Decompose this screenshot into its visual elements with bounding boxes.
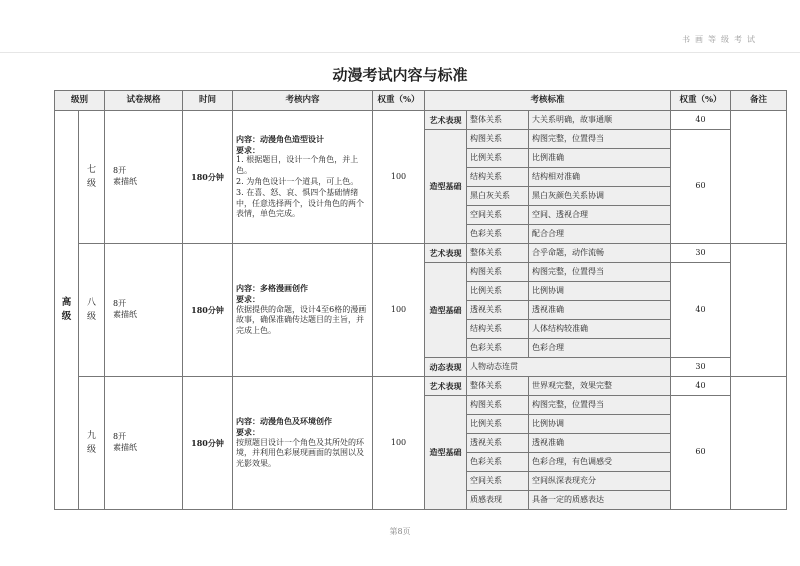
paper-type: 素描纸 [113,443,138,452]
category-cell: 艺术表现 [425,111,467,130]
page-number: 第8页 [389,527,411,536]
level-cell [79,377,105,510]
content-line: 1. 根据题目，设计一个角色，并上色。 [236,155,359,176]
content-cell [233,244,373,377]
criterion-cell: 人物动态连贯 [467,358,671,377]
criterion-cell: 黑白灰关系 [467,187,529,206]
level-cell [79,111,105,244]
level-label: 九级 [86,430,96,455]
criterion-cell: 比例关系 [467,149,529,168]
standard-cell: 比例准确 [529,149,671,168]
header-level: 级别 [55,91,105,111]
standards-table [54,90,787,510]
paper-type: 素描纸 [113,310,138,319]
content-line: 要求： [236,293,261,304]
paper-type: 素描纸 [113,177,138,186]
criterion-cell: 结构关系 [467,168,529,187]
standard-cell: 色彩合理，有色调感受 [529,453,671,472]
content-line: 内容：动漫角色造型设计 [236,133,325,144]
remark-cell [731,111,787,244]
header-time: 时间 [183,91,233,111]
std-weight-cell: 60 [671,130,731,244]
criterion-cell: 空间关系 [467,472,529,491]
category-cell: 动态表现 [425,358,467,377]
time-cell: 180分钟 [183,377,233,510]
standard-cell: 色彩合理 [529,339,671,358]
page-title: 动漫考试内容与标准 [332,66,468,84]
content-line: 内容：多格漫画创作 [236,283,309,293]
table-row [55,111,787,130]
content-cell [233,377,373,510]
standard-cell: 空间纵深表现充分 [529,472,671,491]
level-label: 七级 [86,164,96,189]
weight-cell: 100 [373,244,425,377]
criterion-cell: 构图关系 [467,396,529,415]
standard-cell: 构图完整，位置得当 [529,130,671,149]
criterion-cell: 比例关系 [467,415,529,434]
standard-cell: 构图完整，位置得当 [529,396,671,415]
header-divider [0,52,800,53]
table-row [55,244,787,263]
header-remark: 备注 [731,91,787,111]
standard-cell: 构图完整，位置得当 [529,263,671,282]
criterion-cell: 质感表现 [467,491,529,510]
header-paper: 试卷规格 [105,91,183,111]
content-line: 内容：动漫角色及环境创作 [236,416,333,426]
standard-cell: 配合合理 [529,225,671,244]
paper-cell [105,111,183,244]
standard-cell: 空间、透视合理 [529,206,671,225]
criterion-cell: 结构关系 [467,320,529,339]
header-std-weight: 权重（%） [671,91,731,111]
std-weight-cell: 60 [671,396,731,510]
criterion-cell: 色彩关系 [467,339,529,358]
paper-cell [105,244,183,377]
category-cell: 艺术表现 [425,244,467,263]
header-standard: 考核标准 [425,91,671,111]
criterion-cell: 透视关系 [467,434,529,453]
category-cell: 造型基础 [425,396,467,510]
criterion-cell: 整体关系 [467,377,529,396]
weight-cell: 100 [373,111,425,244]
content-line: 要求： [236,144,261,155]
paper-size: 8开 [113,166,127,176]
grade-group-label: 高级 [61,297,72,322]
criterion-cell: 整体关系 [467,244,529,263]
criterion-cell: 空间关系 [467,206,529,225]
paper-size: 8开 [113,299,127,309]
criterion-cell: 整体关系 [467,111,529,130]
standard-cell: 世界观完整，效果完整 [529,377,671,396]
header-series-name: 书画等级考试 [682,35,760,44]
standard-cell: 人体结构较准确 [529,320,671,339]
std-weight-cell: 40 [671,263,731,358]
criterion-cell: 色彩关系 [467,225,529,244]
standard-cell: 合乎命题，动作流畅 [529,244,671,263]
content-line: 依据提供的命题，设计4至6格的漫画故事，确保准确传达题目的主旨，并完成上色。 [236,304,367,336]
remark-cell [731,377,787,510]
standard-cell: 结构相对准确 [529,168,671,187]
criterion-cell: 构图关系 [467,263,529,282]
level-label: 八级 [86,297,96,322]
header-content: 考核内容 [233,91,373,111]
paper-cell [105,377,183,510]
content-line: 3. 在喜、怒、哀、惧四个基础情绪中，任意选择两个，设计角色的两个表情，单色完成。 [236,187,365,219]
remark-cell [731,244,787,377]
table-header-row [55,91,787,111]
std-weight-cell: 30 [671,244,731,263]
criterion-cell: 透视关系 [467,301,529,320]
content-line: 要求： [236,426,261,437]
standard-cell: 透视准确 [529,301,671,320]
standard-cell: 透视准确 [529,434,671,453]
paper-size: 8开 [113,432,127,442]
grade-group-cell [55,111,79,510]
criterion-cell: 比例关系 [467,282,529,301]
header-weight: 权重（%） [373,91,425,111]
std-weight-cell: 40 [671,111,731,130]
weight-cell: 100 [373,377,425,510]
criterion-cell: 色彩关系 [467,453,529,472]
content-line: 2. 为角色设计一个道具，可上色。 [236,177,359,186]
content-line: 按照题目设计一个角色及其所处的环境，并利用色彩展现画面的氛围以及光影效果。 [236,437,365,469]
content-cell [233,111,373,244]
table-row [55,377,787,396]
standard-cell: 比例协调 [529,415,671,434]
standard-cell: 大关系明确，故事通顺 [529,111,671,130]
category-cell: 造型基础 [425,263,467,358]
std-weight-cell: 30 [671,358,731,377]
std-weight-cell: 40 [671,377,731,396]
table-body [55,111,787,510]
time-cell: 180分钟 [183,111,233,244]
category-cell: 造型基础 [425,130,467,244]
criterion-cell: 构图关系 [467,130,529,149]
time-cell: 180分钟 [183,244,233,377]
standard-cell: 具备一定的质感表达 [529,491,671,510]
standard-cell: 比例协调 [529,282,671,301]
standard-cell: 黑白灰颜色关系协调 [529,187,671,206]
category-cell: 艺术表现 [425,377,467,396]
level-cell [79,244,105,377]
